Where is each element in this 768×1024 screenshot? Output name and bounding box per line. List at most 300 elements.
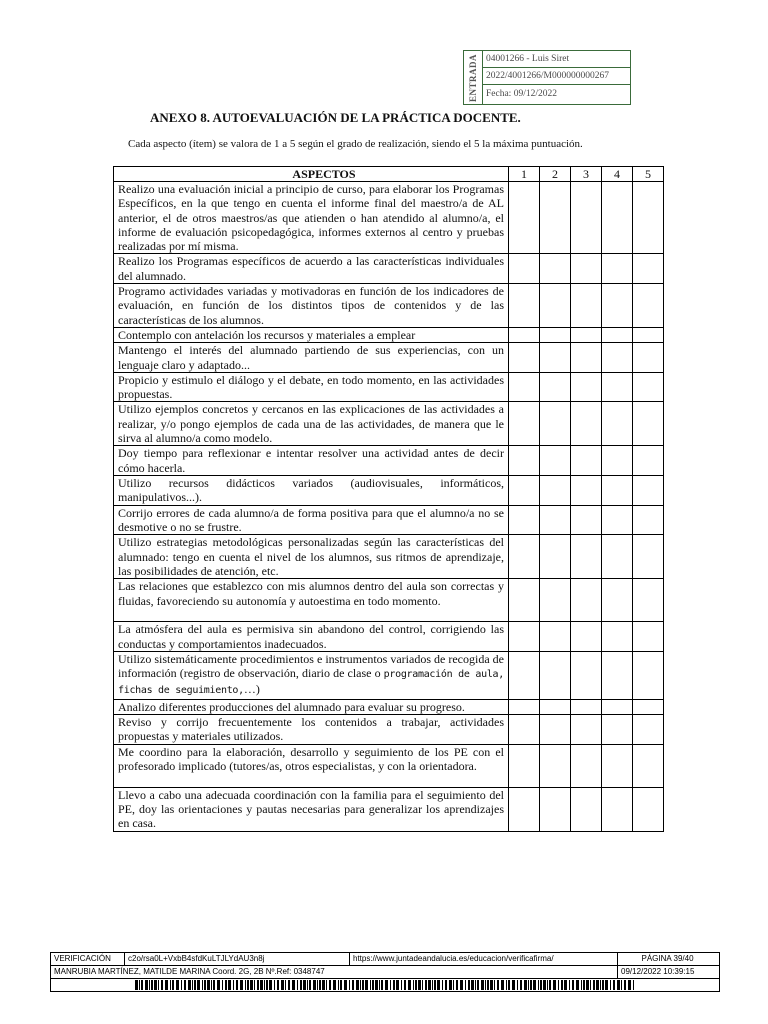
barcode-bar xyxy=(445,980,447,990)
barcode-bar xyxy=(434,980,436,990)
aspect-text xyxy=(114,535,509,579)
aspect-text-main: Doy tiempo para reflexionar e intentar resolver una actividad antes de decir cómo hacerla. xyxy=(118,446,504,475)
score-cell-1[interactable] xyxy=(509,446,540,476)
score-cell-2[interactable] xyxy=(540,699,571,714)
score-cell-1[interactable] xyxy=(509,622,540,652)
score-cell-4[interactable] xyxy=(602,535,633,579)
barcode-bar xyxy=(281,980,284,990)
score-cell-2[interactable] xyxy=(540,182,571,254)
barcode-bar xyxy=(149,980,150,990)
aspect-text-main: Programo actividades variadas y motivadoras en función de los indicadores de evaluación, en función de los distintos tipos de contenidos y de las características de los alumnos. xyxy=(118,284,504,327)
score-cell-4[interactable] xyxy=(602,284,633,328)
barcode-bar xyxy=(277,980,279,990)
aspect-text-main: Mantengo el interés del alumnado partiendo de sus experiencias, con un lenguaje claro y adaptado... xyxy=(118,343,504,372)
score-cell-3[interactable] xyxy=(571,476,602,506)
barcode-bar xyxy=(188,980,191,990)
barcode-bar xyxy=(460,980,463,990)
aspect-text-end: …) xyxy=(243,682,260,697)
score-cell-3[interactable] xyxy=(571,622,602,652)
barcode-bar xyxy=(485,980,486,990)
score-cell-1[interactable] xyxy=(509,284,540,328)
score-cell-4[interactable] xyxy=(602,579,633,622)
score-cell-4[interactable] xyxy=(602,715,633,745)
score-cell-4[interactable] xyxy=(602,182,633,254)
score-cell-3[interactable] xyxy=(571,651,602,699)
score-cell-5[interactable] xyxy=(633,535,664,579)
barcode-bar xyxy=(583,980,585,990)
barcode-bar xyxy=(558,980,559,990)
barcode-bar xyxy=(572,980,574,990)
score-cell-3[interactable] xyxy=(571,254,602,284)
barcode-bar xyxy=(621,980,622,990)
score-cell-1[interactable] xyxy=(509,476,540,506)
table-row xyxy=(114,699,664,714)
barcode-bar xyxy=(197,980,200,990)
barcode-bar xyxy=(165,980,168,990)
score-cell-1[interactable] xyxy=(509,402,540,446)
score-cell-3[interactable] xyxy=(571,343,602,373)
barcode-bar xyxy=(613,980,615,990)
stamp-line-1: 04001266 - Luis Siret xyxy=(483,51,630,68)
verification-url[interactable]: https://www.juntadeandalucia.es/educacion/verificafirma/ xyxy=(350,953,618,965)
score-cell-1[interactable] xyxy=(509,787,540,831)
aspect-text-main: Realizo los Programas específicos de acuerdo a las características individuales del alumnado. xyxy=(118,254,504,283)
barcode-bar xyxy=(319,980,321,990)
barcode-bar xyxy=(154,980,157,990)
score-cell-3[interactable] xyxy=(571,446,602,476)
barcode-bar xyxy=(396,980,399,990)
barcode xyxy=(51,979,719,991)
barcode-bar xyxy=(610,980,611,990)
barcode-bar xyxy=(285,980,286,990)
score-cell-2[interactable] xyxy=(540,715,571,745)
score-cell-4[interactable] xyxy=(602,372,633,402)
barcode-bar xyxy=(530,980,532,990)
barcode-bar xyxy=(360,980,361,990)
score-cell-5[interactable] xyxy=(633,651,664,699)
score-cell-3[interactable] xyxy=(571,182,602,254)
barcode-bar xyxy=(520,980,522,990)
aspect-text xyxy=(114,327,509,342)
barcode-bar xyxy=(596,980,599,990)
barcode-bar xyxy=(468,980,470,990)
barcode-bar xyxy=(300,980,302,990)
score-cell-4[interactable] xyxy=(602,402,633,446)
aspect-text-main: Reviso y corrijo frecuentemente los contenidos a trabajar, actividades propuestas y materiales utilizados. xyxy=(118,715,504,744)
barcode-bar xyxy=(322,980,325,990)
score-cell-1[interactable] xyxy=(509,715,540,745)
score-cell-1[interactable] xyxy=(509,327,540,342)
barcode-bar xyxy=(401,980,402,990)
score-cell-2[interactable] xyxy=(540,327,571,342)
barcode-bar xyxy=(236,980,238,990)
score-cell-2[interactable] xyxy=(540,622,571,652)
score-cell-2[interactable] xyxy=(540,343,571,373)
barcode-bar xyxy=(477,980,479,990)
barcode-bar xyxy=(170,980,171,990)
score-cell-5[interactable] xyxy=(633,327,664,342)
barcode-bar xyxy=(176,980,179,990)
table-row xyxy=(114,744,664,787)
aspect-text xyxy=(114,343,509,373)
aspect-text xyxy=(114,579,509,622)
barcode-bar xyxy=(506,980,507,990)
aspect-text xyxy=(114,505,509,535)
barcode-bar xyxy=(415,980,417,990)
table-row xyxy=(114,715,664,745)
barcode-bar xyxy=(372,980,374,990)
barcode-bar xyxy=(561,980,563,990)
score-cell-4[interactable] xyxy=(602,787,633,831)
score-cell-5[interactable] xyxy=(633,182,664,254)
barcode-bar xyxy=(307,980,308,990)
barcode-bar xyxy=(362,980,364,990)
barcode-bar xyxy=(202,980,203,990)
barcode-bar xyxy=(292,980,295,990)
barcode-bar xyxy=(344,980,347,990)
barcode-bar xyxy=(192,980,193,990)
barcode-bar xyxy=(356,980,359,990)
score-cell-5[interactable] xyxy=(633,622,664,652)
barcode-bar xyxy=(390,980,391,990)
aspect-text xyxy=(114,182,509,254)
score-cell-3[interactable] xyxy=(571,284,602,328)
score-cell-4[interactable] xyxy=(602,343,633,373)
aspect-text-main: Contemplo con antelación los recursos y materiales a emplear xyxy=(118,327,416,342)
barcode-bar xyxy=(432,980,433,990)
table-row xyxy=(114,254,664,284)
barcode-bar xyxy=(269,980,272,990)
score-cell-2[interactable] xyxy=(540,787,571,831)
aspect-text xyxy=(114,651,509,699)
stamp-side-text: ENTRADA xyxy=(468,53,478,102)
score-cell-3[interactable] xyxy=(571,327,602,342)
barcode-bar xyxy=(326,980,327,990)
barcode-bar xyxy=(487,980,489,990)
aspect-text-main: Utilizo sistemáticamente procedimientos e instrumentos variados de recogida de información (registro de observación, diario de clase o xyxy=(118,651,504,681)
barcode-bar xyxy=(233,980,234,990)
score-cell-2[interactable] xyxy=(540,284,571,328)
score-cell-5[interactable] xyxy=(633,744,664,787)
barcode-bar xyxy=(172,980,174,990)
aspect-text xyxy=(114,787,509,831)
aspect-text-main: Utilizo recursos didácticos variados (audiovisuales, informáticos, manipulativos...). xyxy=(118,476,504,505)
barcode-bar xyxy=(145,980,148,990)
score-cell-2[interactable] xyxy=(540,535,571,579)
document-title: ANEXO 8. AUTOEVALUACIÓN DE LA PRÁCTICA DOCENTE. xyxy=(150,110,521,125)
barcode-bar xyxy=(225,980,227,990)
score-cell-2[interactable] xyxy=(540,254,571,284)
barcode-bar xyxy=(297,980,298,990)
barcode-bar xyxy=(564,980,567,990)
barcode-bar xyxy=(207,980,210,990)
barcode-bar xyxy=(393,980,395,990)
aspect-text xyxy=(114,402,509,446)
verification-label: VERIFICACIÓN xyxy=(51,953,125,965)
score-cell-3[interactable] xyxy=(571,579,602,622)
table-row xyxy=(114,505,664,535)
barcode-bar xyxy=(194,980,196,990)
score-cell-5[interactable] xyxy=(633,284,664,328)
aspect-text-main: Llevo a cabo una adecuada coordinación con la familia para el seguimiento del PE, doy las orientaciones y pautas necesarias para generalizar los aprendizajes en casa. xyxy=(118,787,504,831)
table-row xyxy=(114,535,664,579)
header-aspectos: ASPECTOS xyxy=(114,167,509,182)
score-cell-2[interactable] xyxy=(540,505,571,535)
score-cell-4[interactable] xyxy=(602,505,633,535)
score-cell-2[interactable] xyxy=(540,402,571,446)
barcode-bar xyxy=(375,980,378,990)
barcode-bar xyxy=(449,980,452,990)
score-cell-4[interactable] xyxy=(602,699,633,714)
score-cell-1[interactable] xyxy=(509,372,540,402)
score-cell-3[interactable] xyxy=(571,372,602,402)
barcode-bar xyxy=(247,980,249,990)
score-cell-2[interactable] xyxy=(540,579,571,622)
score-cell-4[interactable] xyxy=(602,744,633,787)
barcode-bar xyxy=(600,980,601,990)
score-cell-3[interactable] xyxy=(571,535,602,579)
table-header-row xyxy=(114,167,664,182)
barcode-bar xyxy=(428,980,431,990)
barcode-bar xyxy=(352,980,354,990)
barcode-bar xyxy=(453,980,454,990)
barcode-bar xyxy=(590,980,591,990)
barcode-bar xyxy=(465,980,466,990)
aspect-text xyxy=(114,699,509,714)
table-row xyxy=(114,343,664,373)
table-row xyxy=(114,476,664,506)
stamp-line-2: 2022/4001266/M000000000267 xyxy=(483,68,630,85)
barcode-bar xyxy=(517,980,518,990)
header-score-5: 5 xyxy=(633,167,664,182)
score-cell-5[interactable] xyxy=(633,446,664,476)
barcode-bar xyxy=(576,980,579,990)
table-row xyxy=(114,579,664,622)
score-cell-4[interactable] xyxy=(602,254,633,284)
verification-code: c2o/rsa0L+VxbB4sfdKuLTJLYdAU3n8j xyxy=(125,953,350,965)
barcode-bar xyxy=(151,980,153,990)
aspect-text xyxy=(114,744,509,787)
barcode-bar xyxy=(181,980,182,990)
barcode-bar xyxy=(139,980,140,990)
barcode-bar xyxy=(437,980,440,990)
barcode-bar xyxy=(538,980,539,990)
barcode-bar xyxy=(288,980,290,990)
aspect-text xyxy=(114,254,509,284)
score-cell-4[interactable] xyxy=(602,446,633,476)
score-cell-2[interactable] xyxy=(540,744,571,787)
page-number: PÁGINA 39/40 xyxy=(641,954,694,963)
barcode-bar xyxy=(266,980,268,990)
table-row xyxy=(114,787,664,831)
barcode-bar xyxy=(379,980,380,990)
barcode-bar xyxy=(250,980,253,990)
score-cell-1[interactable] xyxy=(509,699,540,714)
barcode-bar xyxy=(442,980,443,990)
barcode-bar xyxy=(528,980,529,990)
score-cell-1[interactable] xyxy=(509,651,540,699)
score-cell-5[interactable] xyxy=(633,254,664,284)
aspect-text-main: Analizo diferentes producciones del alumnado para evaluar su progreso. xyxy=(118,699,465,714)
header-score-2: 2 xyxy=(540,167,571,182)
barcode-bar xyxy=(413,980,414,990)
barcode-bar xyxy=(481,980,484,990)
table-row xyxy=(114,372,664,402)
barcode-bar xyxy=(329,980,331,990)
score-cell-5[interactable] xyxy=(633,699,664,714)
barcode-bar xyxy=(501,980,504,990)
barcode-bar xyxy=(494,980,495,990)
barcode-bar xyxy=(141,980,143,990)
barcode-bar xyxy=(569,980,570,990)
barcode-bar xyxy=(593,980,595,990)
score-cell-2[interactable] xyxy=(540,446,571,476)
barcode-bar xyxy=(553,980,556,990)
score-cell-1[interactable] xyxy=(509,535,540,579)
self-evaluation-table xyxy=(113,166,664,832)
barcode-bar xyxy=(228,980,231,990)
aspect-text xyxy=(114,372,509,402)
score-cell-4[interactable] xyxy=(602,622,633,652)
barcode-bar xyxy=(240,980,243,990)
barcode-bar xyxy=(633,980,634,990)
score-cell-4[interactable] xyxy=(602,327,633,342)
barcode-bar xyxy=(425,980,427,990)
score-cell-2[interactable] xyxy=(540,476,571,506)
aspect-text xyxy=(114,622,509,652)
barcode-bar xyxy=(317,980,318,990)
table-row xyxy=(114,284,664,328)
aspect-text xyxy=(114,284,509,328)
barcode-bar xyxy=(512,980,515,990)
score-cell-5[interactable] xyxy=(633,715,664,745)
barcode-bar xyxy=(245,980,246,990)
barcode-bar xyxy=(624,980,626,990)
score-cell-4[interactable] xyxy=(602,651,633,699)
table-row xyxy=(114,327,664,342)
barcode-bar xyxy=(524,980,527,990)
barcode-bar xyxy=(254,980,255,990)
aspect-text-main: Propicio y estimulo el diálogo y el debate, en todo momento, en las actividades propuestas. xyxy=(118,372,504,402)
barcode-bar xyxy=(490,980,493,990)
barcode-bar xyxy=(543,980,546,990)
barcode-bar xyxy=(508,980,510,990)
barcode-bar xyxy=(338,980,339,990)
barcode-bar xyxy=(533,980,536,990)
score-cell-5[interactable] xyxy=(633,402,664,446)
score-cell-3[interactable] xyxy=(571,715,602,745)
score-cell-2[interactable] xyxy=(540,651,571,699)
barcode-bar xyxy=(418,980,421,990)
barcode-bar xyxy=(605,980,608,990)
barcode-bar xyxy=(381,980,383,990)
score-cell-3[interactable] xyxy=(571,787,602,831)
score-cell-5[interactable] xyxy=(633,372,664,402)
barcode-bar xyxy=(161,980,163,990)
barcode-bar xyxy=(586,980,589,990)
document-subtitle: Cada aspecto (ítem) se valora de 1 a 5 según el grado de realización, siendo el 5 la máxima puntuación. xyxy=(128,138,583,150)
header-score-4: 4 xyxy=(602,167,633,182)
barcode-bar xyxy=(628,980,631,990)
score-cell-3[interactable] xyxy=(571,744,602,787)
barcode-bar xyxy=(370,980,371,990)
stamp-line-3: Fecha: 09/12/2022 xyxy=(486,89,557,99)
barcode-bar xyxy=(408,980,411,990)
score-cell-3[interactable] xyxy=(571,699,602,714)
score-cell-5[interactable] xyxy=(633,787,664,831)
barcode-bar xyxy=(456,980,458,990)
table-row xyxy=(114,402,664,446)
barcode-bar xyxy=(135,980,138,990)
aspect-text xyxy=(114,715,509,745)
barcode-bar xyxy=(257,980,259,990)
aspect-text-main: La atmósfera del aula es permisiva sin abandono del control, corrigiendo las conductas y comportamientos inadecuados. xyxy=(118,622,504,651)
score-cell-5[interactable] xyxy=(633,505,664,535)
barcode-bar xyxy=(422,980,423,990)
score-cell-5[interactable] xyxy=(633,579,664,622)
header-score-1: 1 xyxy=(509,167,540,182)
score-cell-1[interactable] xyxy=(509,579,540,622)
barcode-bar xyxy=(497,980,499,990)
score-cell-1[interactable] xyxy=(509,744,540,787)
score-cell-1[interactable] xyxy=(509,182,540,254)
table-row xyxy=(114,446,664,476)
score-cell-3[interactable] xyxy=(571,402,602,446)
barcode-bar xyxy=(340,980,342,990)
score-cell-2[interactable] xyxy=(540,372,571,402)
barcode-bar xyxy=(349,980,350,990)
aspect-text-main: Utilizo ejemplos concretos y cercanos en las explicaciones de las actividades a realizar, y/o pongo ejemplos de cada una de las actividades, de manera que le sirva al alumno/a como modelo. xyxy=(118,402,504,446)
barcode-bar xyxy=(404,980,406,990)
barcode-bar xyxy=(264,980,265,990)
barcode-bar xyxy=(581,980,582,990)
barcode-bar xyxy=(365,980,368,990)
barcode-bar xyxy=(313,980,316,990)
score-cell-5[interactable] xyxy=(633,476,664,506)
barcode-bar xyxy=(260,980,263,990)
aspect-text xyxy=(114,446,509,476)
barcode-bar xyxy=(471,980,474,990)
barcode-bar xyxy=(204,980,206,990)
barcode-bar xyxy=(385,980,388,990)
aspect-text-main: Corrijo errores de cada alumno/a de forma positiva para que el alumno/a no se desmotive o no se frustre. xyxy=(118,505,504,534)
score-cell-1[interactable] xyxy=(509,505,540,535)
score-cell-5[interactable] xyxy=(633,343,664,373)
barcode-bar xyxy=(617,980,620,990)
barcode-graphic xyxy=(135,980,635,990)
barcode-bar xyxy=(303,980,306,990)
table-row xyxy=(114,651,664,699)
barcode-bar xyxy=(158,980,159,990)
score-cell-4[interactable] xyxy=(602,476,633,506)
barcode-bar xyxy=(540,980,542,990)
aspect-text xyxy=(114,476,509,506)
signer-info: MANRUBIA MARTÍNEZ, MATILDE MARINA Coord. 2G, 2B Nº.Ref: 0348747 xyxy=(51,966,618,978)
verification-footer xyxy=(50,952,720,992)
barcode-bar xyxy=(217,980,220,990)
aspect-text-main: Las relaciones que establezco con mis alumnos dentro del aula son correctas y fluidas, favoreciendo su autonomía y autoestima en todo momento. xyxy=(118,579,504,608)
score-cell-3[interactable] xyxy=(571,505,602,535)
score-cell-1[interactable] xyxy=(509,343,540,373)
table-row xyxy=(114,182,664,254)
barcode-bar xyxy=(211,980,212,990)
aspect-text-main: Realizo una evaluación inicial a principio de curso, para elaborar los Programas Específicos, en la que tengo en cuenta el informe final del maestro/a de AL anterior, el de otros maestros/as que atienden o han atendido al alumno/a, el informe de evaluación psicopedagógica, informes externos al centro y pruebas realizadas por mí misma. xyxy=(118,182,504,254)
score-cell-1[interactable] xyxy=(509,254,540,284)
barcode-bar xyxy=(549,980,551,990)
signature-datetime: 09/12/2022 10:39:15 xyxy=(621,967,695,976)
barcode-bar xyxy=(602,980,604,990)
barcode-bar xyxy=(547,980,548,990)
